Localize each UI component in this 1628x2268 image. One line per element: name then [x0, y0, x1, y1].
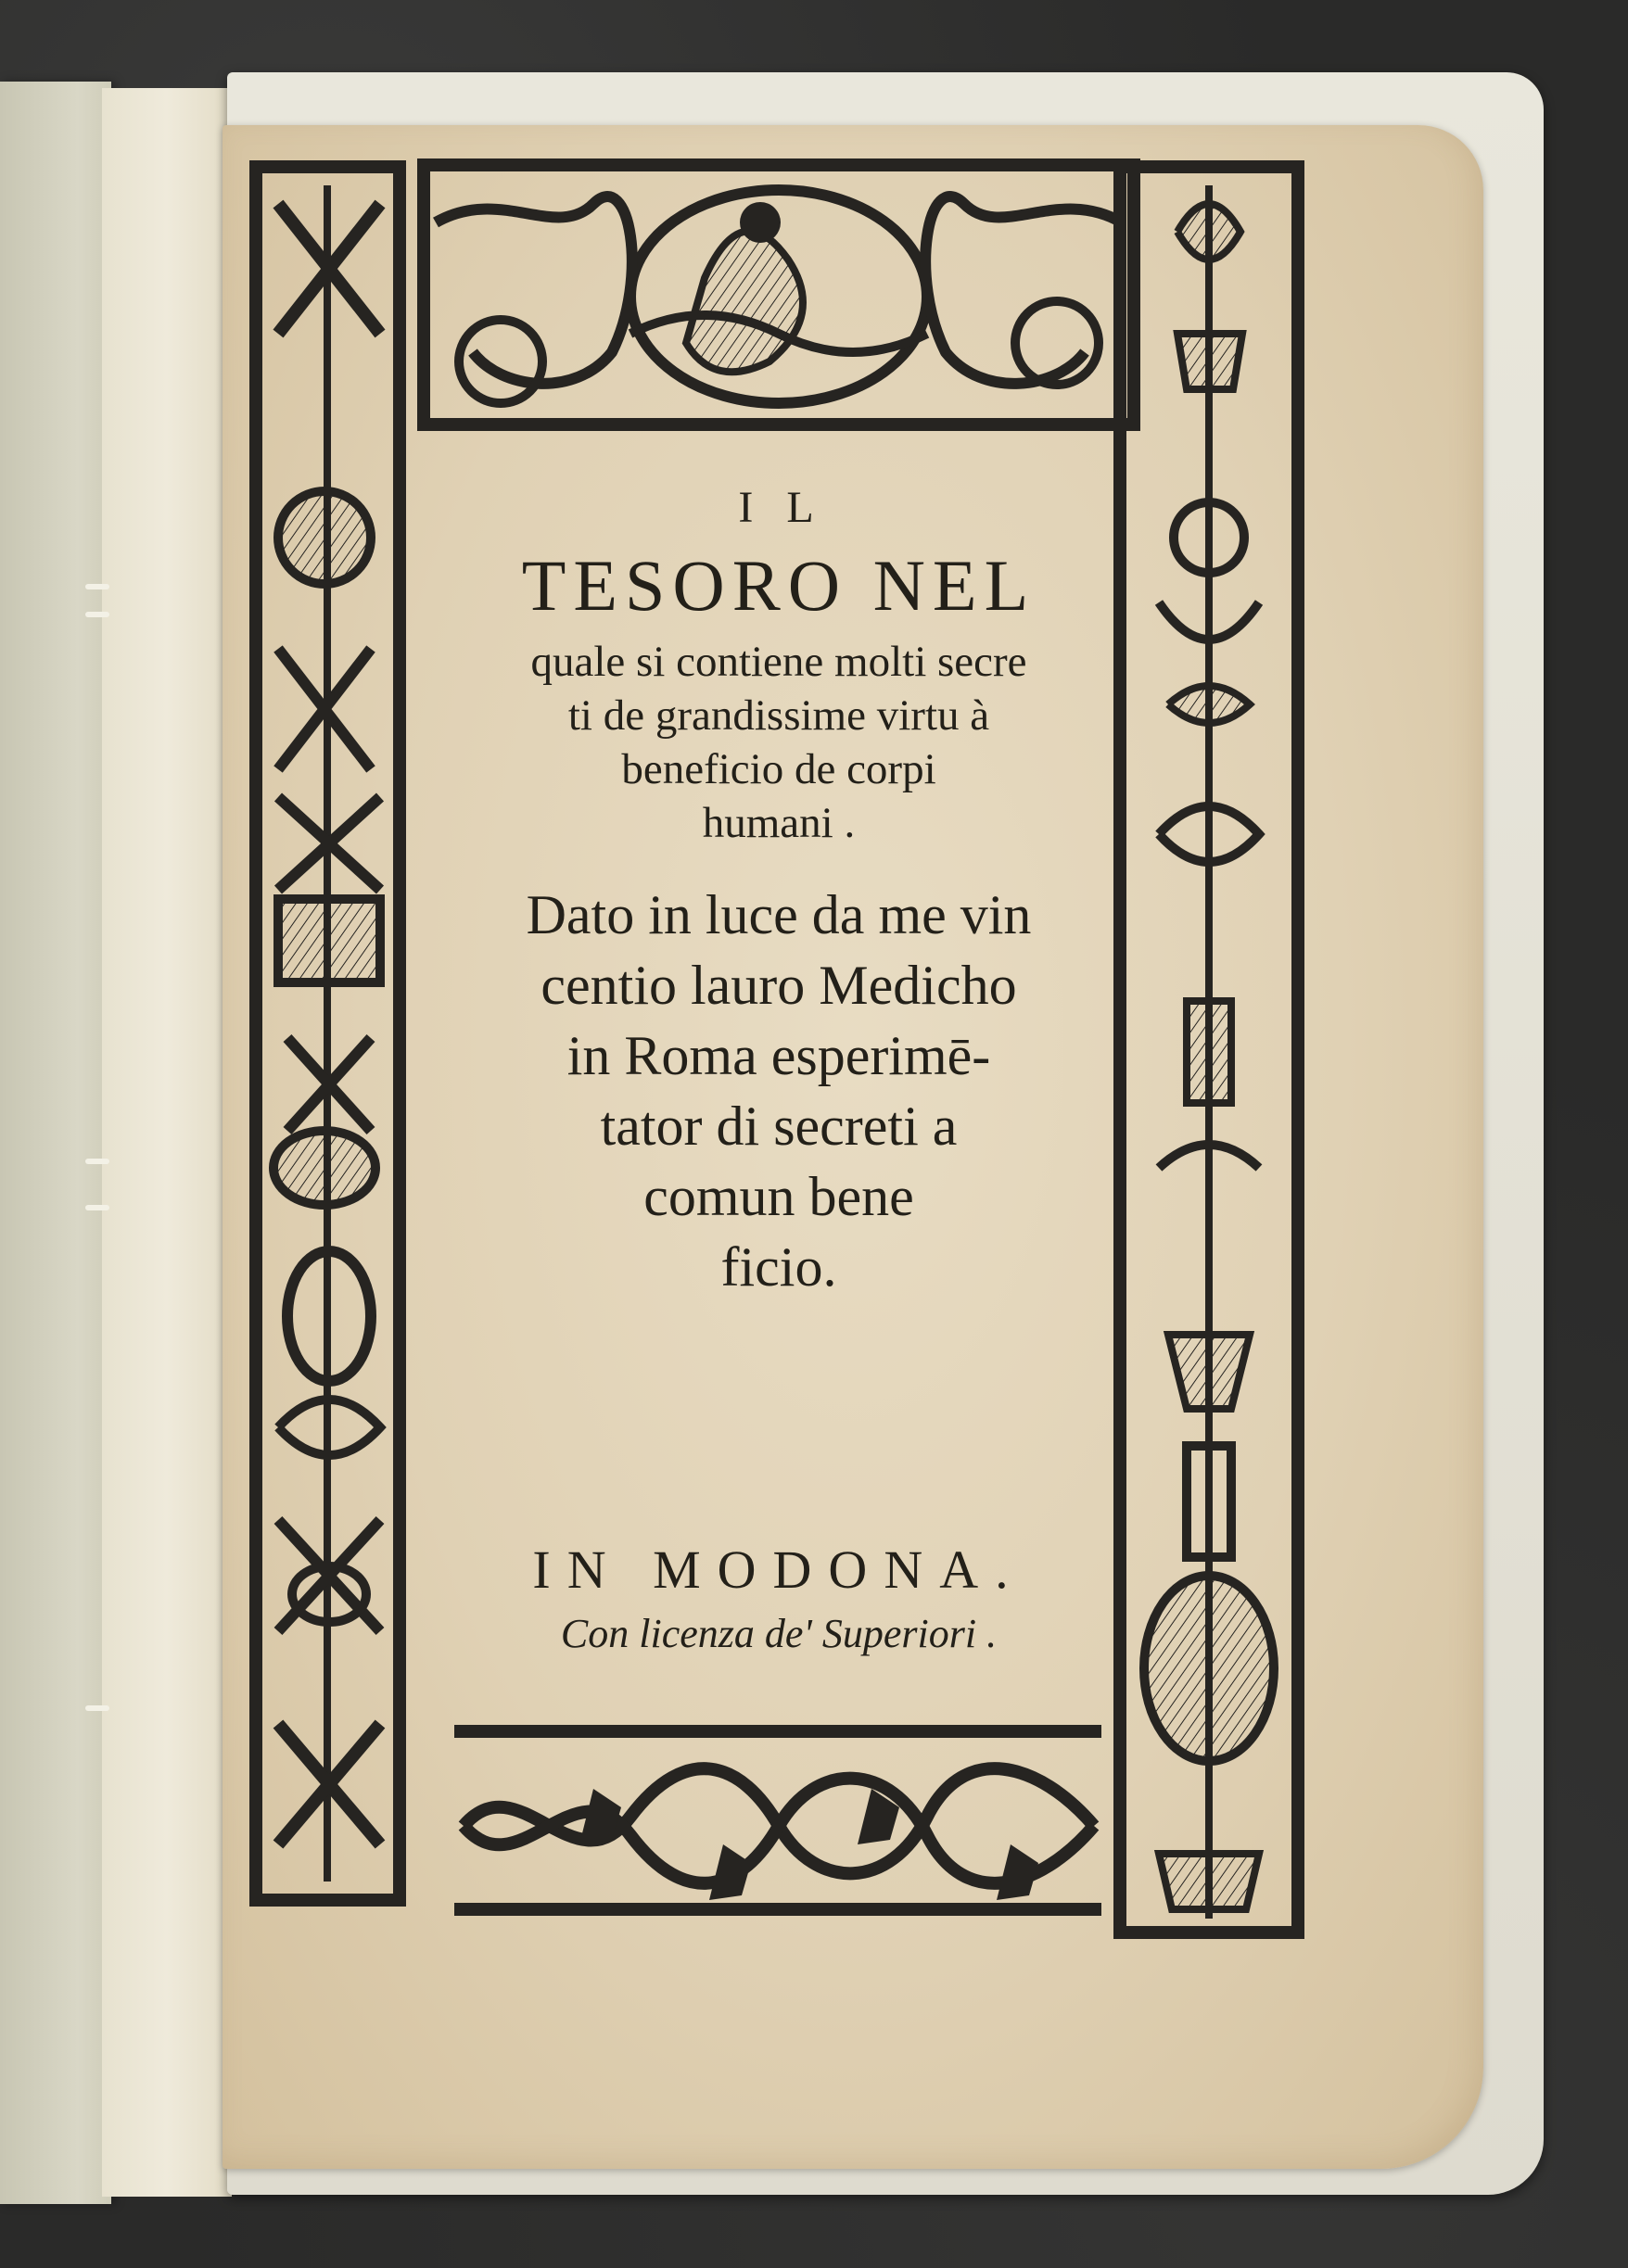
author-line: ficio. [720, 1236, 837, 1298]
author-statement [422, 880, 1136, 1302]
description-line: ti de grandissime virtu à [567, 691, 990, 740]
top-ornament-panel [424, 165, 1134, 424]
imprint-place: IN MODONA. [532, 1539, 1025, 1600]
description-line: humani . [702, 799, 856, 847]
author-line: in Roma esperimē- [566, 1025, 991, 1086]
imprint-license: Con licenza de' Superiori . [560, 1611, 998, 1656]
title-main-heading: TESORO NEL [521, 545, 1037, 626]
imprint-block [422, 1539, 1136, 1657]
right-ornament-column [1120, 167, 1298, 1932]
author-line: tator di secreti a [600, 1096, 958, 1157]
description-line: quale si contiene molti secre [530, 638, 1027, 686]
bottom-ornament-panel [454, 1731, 1101, 1909]
author-line: centio lauro Medicho [541, 955, 1017, 1016]
author-line: Dato in luce da me vin [526, 884, 1032, 945]
description-line: beneficio de corpi [621, 745, 936, 793]
title-small-heading: IL [738, 483, 847, 532]
left-ornament-column [256, 167, 400, 1900]
author-line: comun bene [643, 1166, 914, 1227]
title-text-block [422, 482, 1136, 1302]
title-description [422, 635, 1136, 850]
